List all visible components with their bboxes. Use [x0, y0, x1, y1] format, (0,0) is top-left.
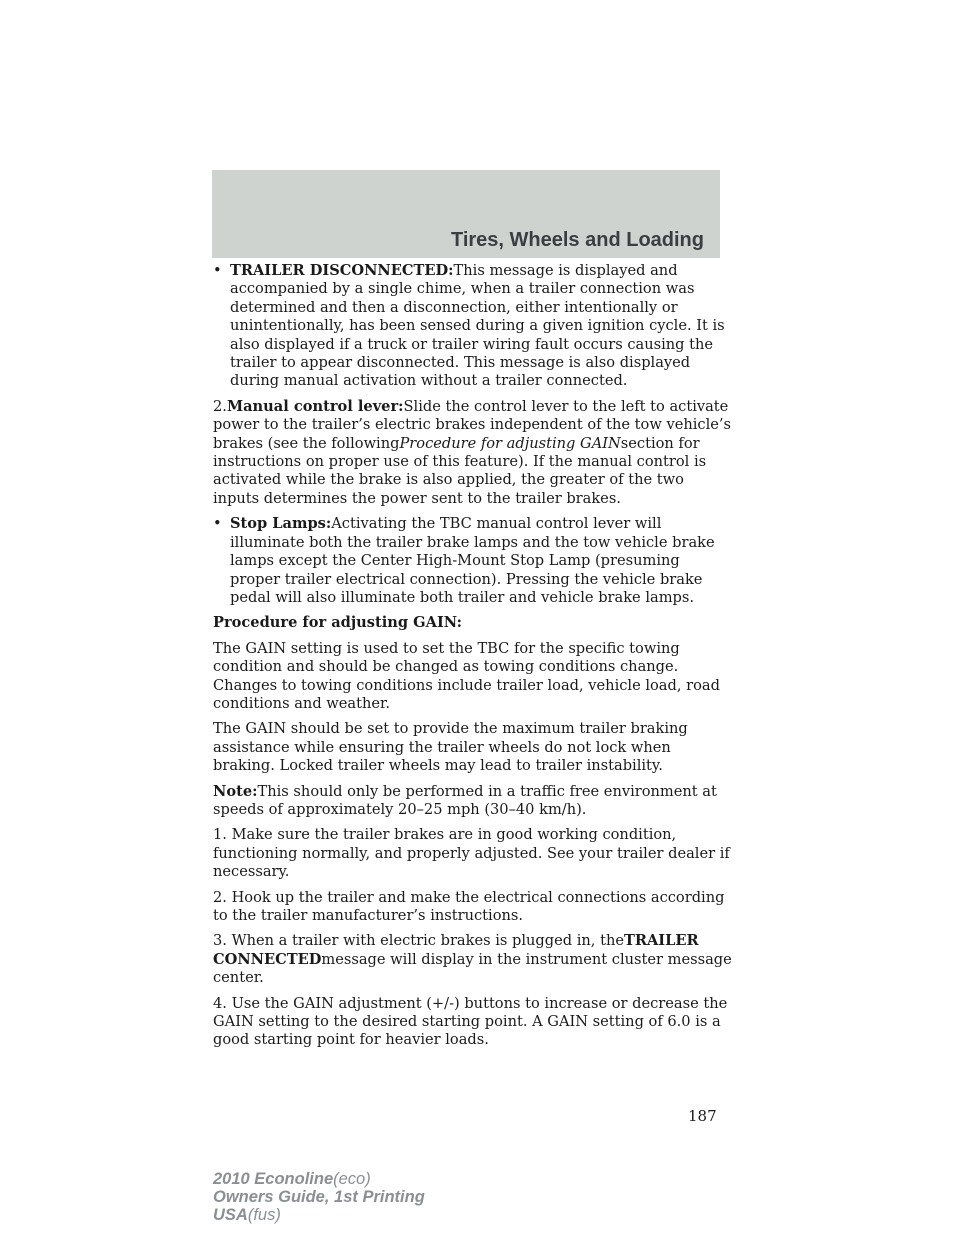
step-1: 1. Make sure the trailer brakes are in good working condition, functioning normally, and properly adjusted. See your trailer dealer if necessary. [213, 826, 730, 881]
paragraph-text: Slide the control lever to the left to activate power to the trailer’s electric brakes independent of the tow vehicle’s brakes (see the following [213, 397, 732, 452]
bullet-icon: • [213, 262, 222, 279]
step-4: 4. Use the GAIN adjustment (+/-) buttons to increase or decrease the GAIN setting to the desired starting point. A GAIN setting of 6.0 is a good starting point for heavier loads. [213, 994, 728, 1049]
footer-model-line: 2010 Econoline(eco) [213, 1170, 371, 1188]
note [213, 783, 733, 820]
body-text [213, 262, 733, 1057]
section-reference: Procedure for adjusting GAIN [399, 434, 621, 452]
paragraph-gain-setting: The GAIN setting is used to set the TBC for the specific towing condition and should be changed as towing conditions change. Changes to towing conditions include trailer load, vehicle load, road conditions and weather. [213, 639, 720, 712]
term-manual-control: Manual control lever: [226, 397, 404, 415]
bullet-trailer-disconnected [213, 262, 733, 391]
header-band [212, 170, 720, 258]
section-title: Tires, Wheels and Loading [450, 229, 704, 251]
procedure-heading: Procedure for adjusting GAIN: [213, 614, 462, 632]
step-3: 3. When a trailer with electric brakes is plugged in, theTRAILER CONNECTEDmessage will display in the instrument cluster message center. [213, 932, 732, 987]
bullet-stop-lamps [213, 515, 733, 607]
term-trailer-disconnected: TRAILER DISCONNECTED: [230, 262, 454, 279]
term-trailer-connected: TRAILER CONNECTED [213, 932, 699, 968]
footer [213, 1170, 425, 1224]
bullet-text: This message is displayed and accompanied by a single chime, when a trailer connection was determined and then a disconnection, either intentionally or unintentionally, has been sensed during a given ignition cycle. It is also displayed if a truck or trailer wiring fault occurs causing the trailer to appear disconnected. This message is also displayed during manual activation without a trailer connected. [230, 262, 725, 390]
bullet-icon: • [213, 515, 222, 533]
page-number: 187 [688, 1107, 717, 1125]
note-label: Note: [213, 782, 258, 800]
term-stop-lamps: Stop Lamps: [230, 515, 332, 533]
step-2: 2. Hook up the trailer and make the electrical connections according to the trailer manufacturer’s instructions. [213, 888, 725, 924]
bullet-text: Activating the TBC manual control lever will illuminate both the trailer brake lamps and the tow vehicle brake lamps except the Center High-Mount Stop Lamp (presuming proper trailer electrical connection). Pressing the vehicle brake pedal will also illuminate both trailer and vehicle brake lamps. [230, 515, 715, 606]
paragraph-gain-max: The GAIN should be set to provide the maximum trailer braking assistance while ensuring the trailer wheels do not lock when braking. Locked trailer wheels may lead to trailer instability. [213, 720, 688, 775]
footer-guide-line: Owners Guide, 1st Printing [213, 1188, 425, 1206]
paragraph-text: section for instructions on proper use of this feature). If the manual control is activated while the brake is also applied, the greater of the two inputs determines the power sent to the trailer brakes. [213, 434, 707, 507]
item-number: 2. [213, 397, 227, 415]
note-text: This should only be performed in a traffic free environment at speeds of approximately 20–25 mph (30–40 km/h). [213, 782, 717, 818]
footer-region-line: USA(fus) [213, 1206, 281, 1224]
paragraph-manual-control [213, 398, 733, 508]
